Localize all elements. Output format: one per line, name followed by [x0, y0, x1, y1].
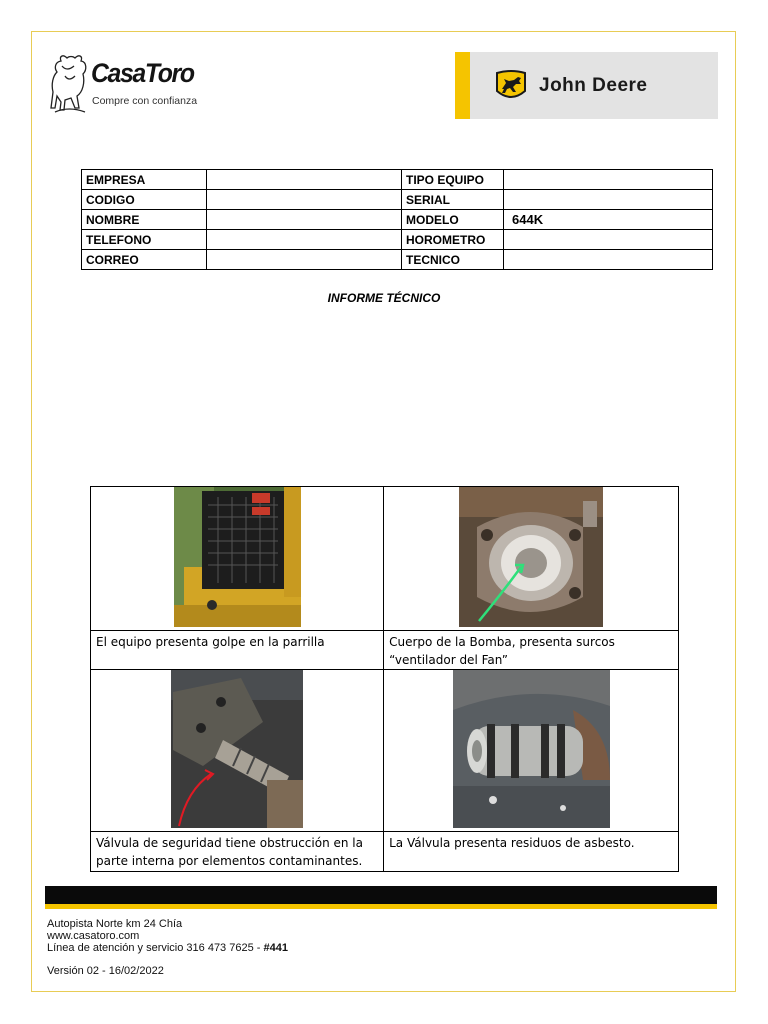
- table-row: [91, 670, 679, 832]
- label-codigo: CODIGO: [82, 190, 207, 210]
- footer-address: Autopista Norte km 24 Chía: [47, 918, 183, 930]
- value-empresa: [207, 170, 402, 190]
- caption-grille: El equipo presenta golpe en la parrilla: [91, 631, 384, 670]
- footer-contact: [47, 918, 288, 954]
- photo-evidence-table: [90, 486, 679, 872]
- photo-cell: [384, 487, 679, 631]
- photo-safety-valve: [171, 670, 303, 828]
- casatoro-tagline: Compre con confianza: [92, 95, 198, 107]
- table-row: [91, 631, 679, 670]
- table-row: [82, 210, 713, 230]
- caption-valve-asbestos: La Válvula presenta residuos de asbesto.: [384, 832, 679, 872]
- value-serial: [504, 190, 713, 210]
- label-nombre: NOMBRE: [82, 210, 207, 230]
- footer-phone-line: Línea de atención y servicio 316 473 7625 -: [47, 942, 264, 954]
- value-horometro: [504, 230, 713, 250]
- deer-icon: [494, 69, 528, 101]
- photo-pump-body: [459, 487, 603, 627]
- table-row: [91, 487, 679, 631]
- table-row: [91, 832, 679, 872]
- value-correo: [207, 250, 402, 270]
- document-version: Versión 02 - 16/02/2022: [47, 965, 164, 977]
- photo-valve-asbestos: [453, 670, 610, 828]
- value-codigo: [207, 190, 402, 210]
- yellow-stripe: [455, 52, 470, 119]
- footer-black-band: [45, 886, 717, 904]
- footer-phone-ext: #441: [263, 942, 288, 954]
- john-deere-wordmark: [539, 75, 647, 97]
- table-row: [82, 190, 713, 210]
- value-telefono: [207, 230, 402, 250]
- photo-grille-damage: [174, 487, 301, 627]
- value-tecnico: [504, 250, 713, 270]
- john-deere-logo-block: [455, 52, 718, 119]
- casatoro-logo: [45, 52, 205, 116]
- value-tipo-equipo: [504, 170, 713, 190]
- table-row: [82, 230, 713, 250]
- report-title: INFORME TÉCNICO: [327, 291, 441, 305]
- footer-yellow-band: [45, 904, 717, 909]
- value-nombre: [207, 210, 402, 230]
- label-correo: CORREO: [82, 250, 207, 270]
- label-horometro: HOROMETRO: [402, 230, 504, 250]
- equipment-info-table: [81, 169, 713, 270]
- value-modelo: 644K: [504, 210, 713, 230]
- label-serial: SERIAL: [402, 190, 504, 210]
- photo-cell: [384, 670, 679, 832]
- label-modelo: MODELO: [402, 210, 504, 230]
- footer-phone: [47, 942, 288, 954]
- table-row: [82, 170, 713, 190]
- photo-cell: [91, 487, 384, 631]
- footer-website: www.casatoro.com: [47, 930, 140, 942]
- casatoro-wordmark: CasaToro: [91, 58, 194, 88]
- label-tecnico: TECNICO: [402, 250, 504, 270]
- john-deere-text: John Deere: [539, 75, 648, 96]
- label-telefono: TELEFONO: [82, 230, 207, 250]
- bull-icon: [45, 52, 91, 114]
- photo-cell: [91, 670, 384, 832]
- label-empresa: EMPRESA: [82, 170, 207, 190]
- table-row: [82, 250, 713, 270]
- caption-safety-valve: Válvula de seguridad tiene obstrucción en la parte interna por elementos contaminantes.: [91, 832, 384, 872]
- label-tipo-equipo: TIPO EQUIPO: [402, 170, 504, 190]
- caption-pump: Cuerpo de la Bomba, presenta surcos “ventilador del Fan”: [384, 631, 679, 670]
